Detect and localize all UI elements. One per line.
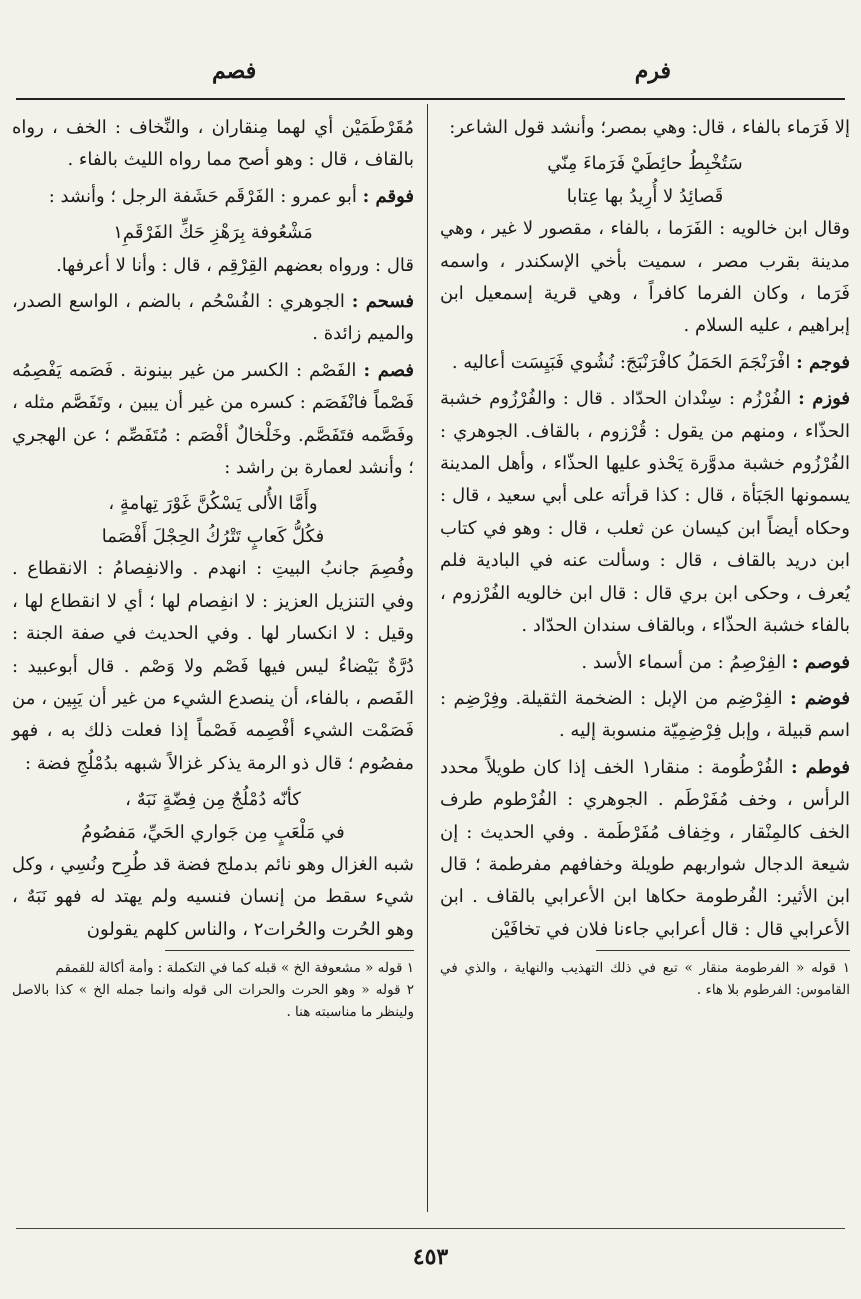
entry-text: الفِرْصِمُ : من أسماء الأسد . [581, 651, 787, 673]
entry-text: الفَصْم : الكسر من غير بينونة . فَصَمه يَفْصِمُه فَصْماً فانْفَصَم : كسره من غير أن يبين ، وتَفَصَّم مثله ، وفَصَّمه فتَفَصَّم. وخَلْخالٌ أفْصَم : مُتَفَصِّم ؛ عن الهجري ؛ وأنشد لعمارة بن راشد : [12, 359, 414, 479]
entry-text: شبه الغزال وهو نائم بدملج فضة قد طُرِح ونُسِي ، وكل شيء سقط من إنسان فنسيه ولم يهتد له فهو نَبَهٌ ، وهو الحُرت والحُرات٢ ، والناس كلهم يقولون [12, 853, 414, 940]
left-column [12, 112, 414, 1023]
entry [440, 647, 850, 679]
entry [440, 383, 850, 642]
right-column [440, 112, 850, 1001]
bottom-rule [16, 1228, 845, 1229]
lemma: فوزم : [798, 388, 850, 410]
verse-line: مَشْعُوفة بِرَهْزِ حَكِّ الفَرْقَمِ١ [113, 222, 313, 244]
running-head-right: فرم [634, 58, 671, 84]
entry [12, 181, 414, 213]
lemma: فوقم : [362, 185, 414, 207]
entry-text: قال : ورواه بعضهم القِرْقِم ، قال : وأنا لا أعرفها. [56, 254, 414, 276]
lemma: فوضم : [790, 687, 850, 709]
entry [12, 112, 414, 177]
entry-text: وفُصِمَ جانبُ البيتِ : انهدم . والانفِصامُ : الانقطاع . وفي التنزيل العزيز : لا انفِصام لها ؛ أي لا انقطاع لها ، وقيل : لا انكسار لها . وفي الحديث في صفة الجنة : دُرَّةٌ بَيْضاءُ ليس فيها فَصْم ولا وَصْم . قال أبوعبيد : الفَصم ، بالفاء، أن ينصدع الشيء من غير أن يَبِين ، من فَصَمْت الشيء أفْصِمه فَصْماً إذا فعلت ذلك به ، فهو مفصُوم ؛ قال ذو الرمة يذكر غزالاً شبهه بدُمْلُجِ فضة : [12, 558, 414, 774]
footnote: ١ قوله « مشعوفة الخ » قبله كما في التكملة : وأمة أكالة للقمقم [55, 960, 414, 977]
verse-line: وأَمَّا الأُلى يَسْكُنَّ غَوْرَ تِهامةٍ ، [108, 493, 318, 515]
footnote-rule [165, 950, 414, 951]
entry-text: أبو عمرو : الفَرْقَم حَشَفة الرجل ؛ وأنشد : [48, 185, 357, 207]
entry [12, 355, 414, 485]
lemma: فسحم : [351, 291, 414, 313]
entry-text: الفُرْزُم : سِنْدان الحدّاد . قال : والفُرْزُوم خشبة الحذّاء ، ومنهم من يقول : قُرْزوم ، بالقاف. الجوهري : الفُرْزُوم خشبة مدوَّرة يَحْذو عليها الحذّاء ، وأهل المدينة يسمونها الجَبَأة ، قال : كذا قرأته على أبي سعيد ، قال : وحكاه أيضاً ابن كيسان عن ثعلب ، قال : وهو في كتاب ابن دريد بالقاف ، قال : وسألت عنه في البادية فلم يُعرف ، وحكى ابن بري قال : قال ابن خالويه الفُرْزوم ، بالفاء خشبة الحذّاء ، وبالقاف سندان الحدّاد . [440, 388, 850, 637]
verse-line: قَصائِدُ لا أُرِيدُ بها عِتابا [566, 185, 724, 207]
entry-text: الفُرْطُومة : منقار١ الخف إذا كان طويلاً محدد الرأس ، وخف مُفَرْطَم . الجوهري : الفُرْطوم طرف الخف كالمِنْقار ، وخِفاف مُفَرْطَمة . وفي الحديث : إن شيعة الدجال شواربهم طويلة وخفافهم مفرطمة ؛ قال ابن الأثير: الفُرطومة حكاها ابن الأعرابي بالقاف . ابن الأعرابي قال : قال أعرابي جاءنا فلان في تخافَيْن [440, 756, 850, 940]
column-divider [427, 104, 428, 1212]
lemma: فوجم : [796, 351, 850, 373]
entry [440, 347, 850, 379]
entry [440, 752, 850, 946]
entry [12, 553, 414, 780]
verse-line: سَتُخْبِطُ حائِطَيْ فَرَماءَ مِنّي [547, 153, 743, 175]
entry [440, 213, 850, 343]
verse-line: كأنّه دُمْلُجٌ مِن فِضّةٍ نَبَهٌ ، [125, 789, 301, 811]
header-rule [16, 98, 845, 100]
entry-text: الجوهري : الفُسْحُم ، بالضم ، الواسع الصدر، والميم زائدة . [12, 291, 414, 345]
entry [440, 683, 850, 748]
entry-text: الفِرْضِم من الإبل : الضخمة الثقيلة. وفِرْضِم : اسم قبيلة ، وإبل فِرْضِمِيّة منسوبة إليه . [440, 687, 850, 742]
footnote-rule [596, 950, 850, 951]
entry [12, 250, 414, 282]
verse-line: فكُلُّ كَعابٍ تَتْرُكُ الحِجْلَ أَفْصَما [101, 525, 325, 547]
verse-line: في مَلْعَبٍ مِن جَواري الحَيِّ، مَفصُومُ [81, 821, 345, 843]
lemma: فوصم : [791, 651, 850, 673]
paragraph: إلا فَرَماء بالفاء ، قال: وهي بمصر؛ وأنشد قول الشاعر: [449, 117, 850, 138]
entry-text: افْرَنْجَمَ الحَمَلُ كافْرَنْبَجَ: نُشُوي فَبَيِسَت أعاليه . [451, 351, 791, 373]
page-number: ٤٥٣ [412, 1244, 449, 1270]
entry-text: مُقَرْطَمَيْن أي لهما مِنقاران ، والنِّخاف : الخف ، رواه بالقاف ، قال : وهو أصح مما رواه الليث بالفاء . [12, 117, 414, 171]
entry-text: وقال ابن خالويه : الفَرَما ، بالفاء ، مقصور لا غير ، وهي مدينة بقرب مصر ، سميت بأخي الإسكندر ، واسمه فَرَما ، وكان الفرما كافراً ، وهي قرية إسمعيل ابن إبراهيم ، عليه السلام . [440, 218, 850, 337]
entry [12, 286, 414, 351]
entry [12, 849, 414, 946]
running-head-left: فصم [212, 58, 257, 84]
footnote: ١ قوله « الفرطومة منقار » تبع في ذلك التهذيب والنهاية ، والذي في القاموس: الفرطوم بلا هاء . [440, 960, 850, 999]
lemma: فصم : [363, 359, 414, 381]
lemma: فوطم : [791, 756, 850, 778]
footnote: ٢ قوله « وهو الحرت والحرات الى قوله وانما جمله الخ » كذا بالاصل ولينظر ما مناسبته هنا . [12, 982, 414, 1021]
